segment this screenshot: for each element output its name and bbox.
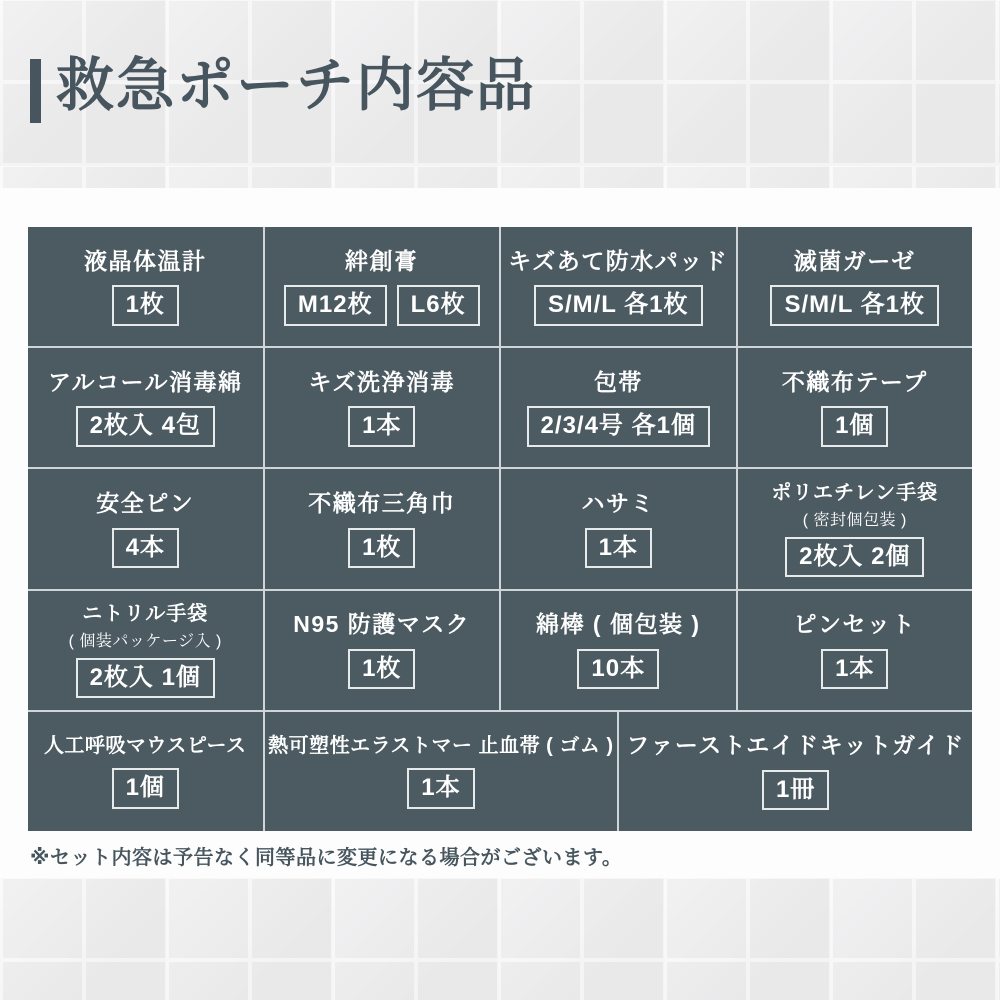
quantity-row (284, 285, 480, 325)
quantity-row (821, 649, 888, 689)
quantity-badge: S/M/L 各1枚 (770, 285, 939, 325)
quantity-row (821, 406, 888, 446)
item-cell-bandage-roll (501, 348, 736, 467)
quantity-row (534, 285, 703, 325)
item-name: キズ洗浄消毒 (308, 368, 456, 395)
quantity-badge: M12枚 (284, 285, 387, 325)
quantity-badge: 1個 (821, 406, 888, 446)
quantity-row (585, 528, 652, 568)
bg-tile-pattern-bottom (0, 878, 1000, 1000)
quantity-badge: 10本 (577, 649, 659, 689)
quantity-badge: 1本 (348, 406, 415, 446)
item-name: 熱可塑性エラストマー 止血帯 ( ゴム ) (268, 735, 614, 758)
quantity-row (112, 528, 179, 568)
quantity-row (76, 406, 215, 446)
quantity-row (348, 528, 415, 568)
quantity-row (785, 537, 924, 577)
item-name: 人工呼吸マウスピース (43, 735, 247, 758)
item-name: ファーストエイドキットガイド (626, 732, 965, 759)
item-cell-bandages (265, 227, 500, 346)
item-name: 包帯 (593, 368, 643, 395)
page-title: 救急ポーチ内容品 (56, 53, 537, 118)
quantity-badge: 4本 (112, 528, 179, 568)
item-name: N95 防護マスク (293, 611, 471, 638)
item-cell-n95-mask (265, 591, 500, 710)
quantity-badge: 1冊 (762, 770, 829, 810)
quantity-badge: 1枚 (112, 285, 179, 325)
quantity-row (76, 658, 215, 698)
item-cell-tourniquet (265, 712, 618, 831)
item-name: 絆創膏 (345, 247, 419, 274)
item-cell-wound-wash (265, 348, 500, 467)
quantity-badge: 2/3/4号 各1個 (527, 406, 710, 446)
item-cell-triangular-bandage (265, 469, 500, 588)
quantity-badge: 1個 (112, 768, 179, 808)
item-name: ニトリル手袋 (82, 603, 209, 625)
item-name: ハサミ (581, 490, 655, 516)
quantity-badge: 1枚 (348, 528, 415, 568)
item-name: 不織布三角巾 (308, 490, 456, 516)
item-cell-scissors (501, 469, 736, 588)
quantity-row (348, 649, 415, 689)
quantity-row (762, 770, 829, 810)
quantity-badge: 1枚 (348, 649, 415, 689)
quantity-badge: 1本 (821, 649, 888, 689)
item-cell-nitrile-gloves (28, 591, 263, 710)
item-name: キズあて防水パッド (508, 247, 729, 274)
header (30, 50, 536, 123)
item-cell-sterile-gauze (738, 227, 973, 346)
quantity-row (527, 406, 710, 446)
contents-table (28, 227, 972, 831)
quantity-row (407, 768, 474, 808)
footnote: ※セット内容は予告なく同等品に変更になる場合がございます。 (30, 847, 623, 869)
quantity-badge: 1本 (407, 768, 474, 808)
item-cell-pe-gloves (738, 469, 973, 588)
item-cell-nonwoven-tape (738, 348, 973, 467)
quantity-badge: 2枚入 4包 (76, 406, 215, 446)
item-name: 液晶体温計 (84, 247, 207, 274)
item-cell-tweezers (738, 591, 973, 710)
item-cell-safety-pins (28, 469, 263, 588)
item-cell-cpr-mouthpiece (28, 712, 263, 831)
quantity-row (577, 649, 659, 689)
quantity-badge: 2枚入 2個 (785, 537, 924, 577)
item-name: 綿棒 ( 個包装 ) (536, 611, 701, 638)
quantity-badge: S/M/L 各1枚 (534, 285, 703, 325)
quantity-row (112, 285, 179, 325)
quantity-badge: L6枚 (397, 285, 480, 325)
quantity-row (348, 406, 415, 446)
quantity-row (770, 285, 939, 325)
item-cell-cotton-swabs (501, 591, 736, 710)
item-cell-thermometer (28, 227, 263, 346)
item-cell-first-aid-guide (619, 712, 972, 831)
title-accent-bar (30, 59, 41, 123)
item-cell-waterproof-pad (501, 227, 736, 346)
item-name: ポリエチレン手袋 (771, 481, 939, 504)
quantity-badge: 1本 (585, 528, 652, 568)
item-name: 不織布テープ (781, 368, 928, 395)
item-subname: ( 個装パッケージ入 ) (68, 633, 222, 650)
quantity-row (112, 768, 179, 808)
quantity-badge: 2枚入 1個 (76, 658, 215, 698)
item-cell-alcohol-swab (28, 348, 263, 467)
item-subname: ( 密封個包装 ) (802, 511, 907, 529)
item-name: アルコール消毒綿 (47, 368, 243, 395)
item-name: 滅菌ガーゼ (793, 247, 916, 274)
item-name: ピンセット (793, 611, 916, 638)
item-name: 安全ピン (96, 490, 195, 516)
